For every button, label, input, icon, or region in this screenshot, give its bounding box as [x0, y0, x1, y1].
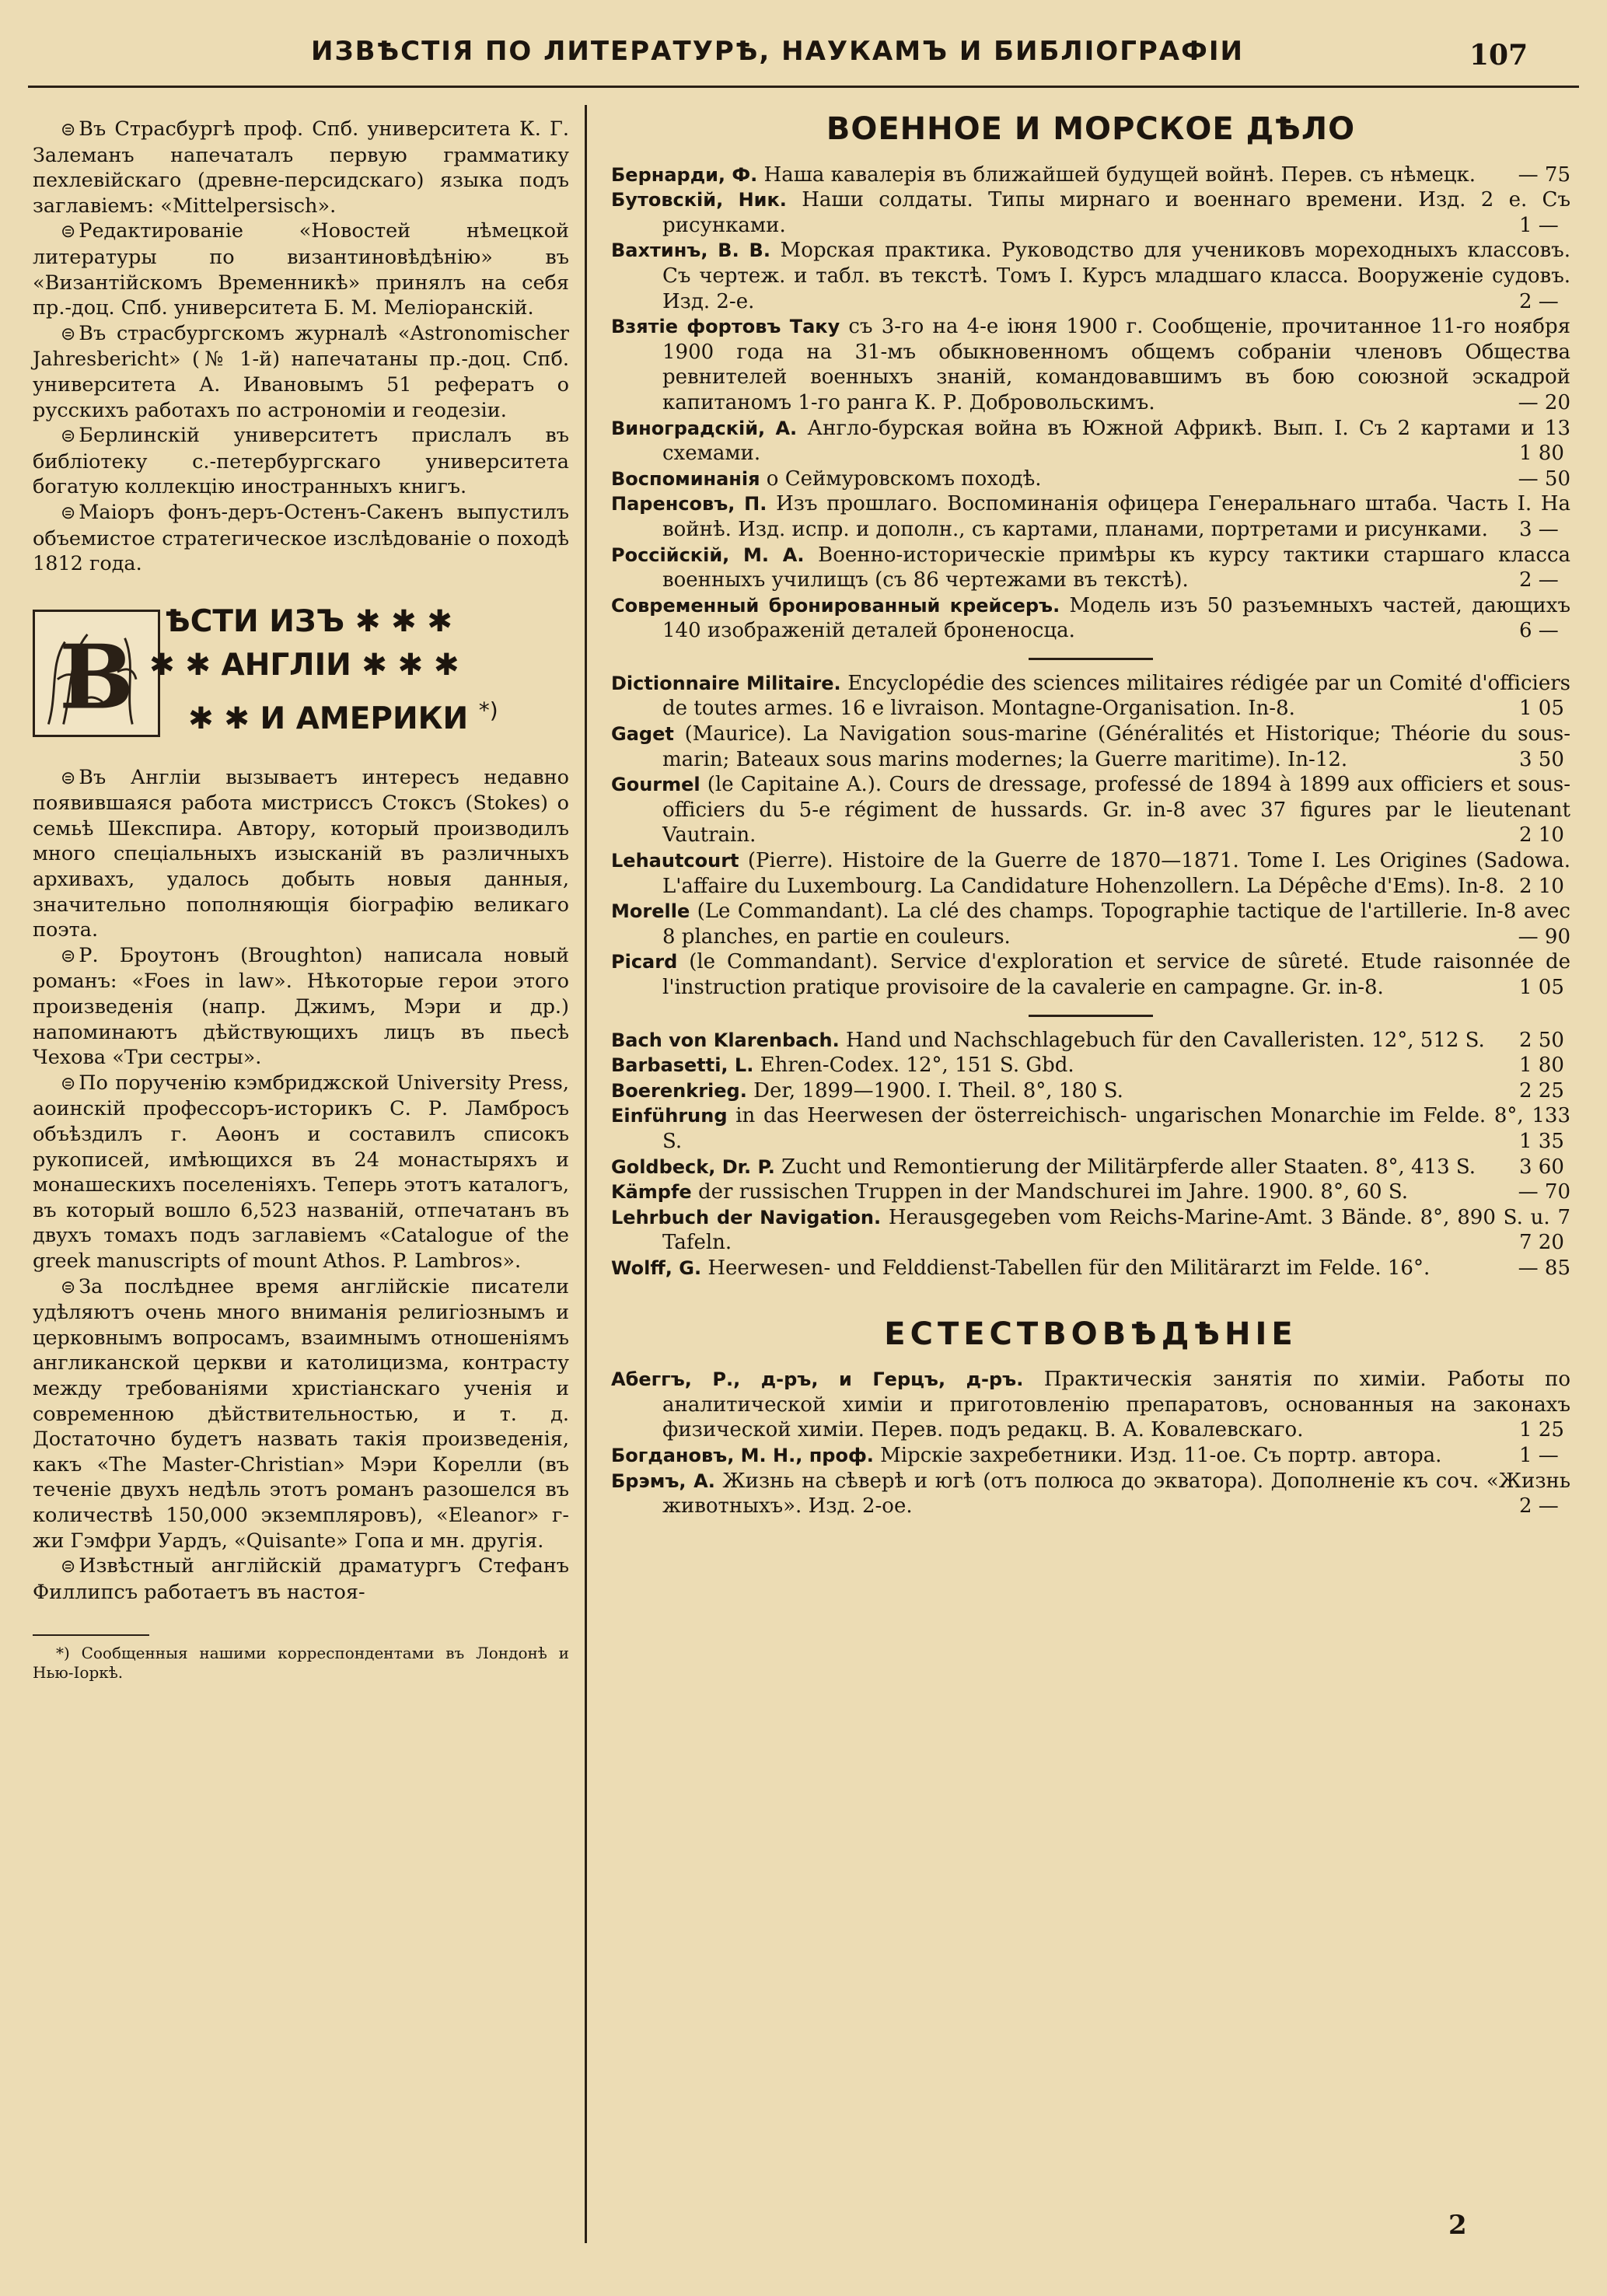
entry-description: Наши солдаты. Типы мирнаго и военнаго времени. Изд. 2 е. Съ рисунками.: [662, 188, 1570, 237]
entry-price: 1 05: [1519, 976, 1564, 999]
entry-description: (Pierre). Histoire de la Guerre de 1870—1871. Tome I. Les Origines (Sadowa. L'affaire du Luxembourg. La Candidature Hohenzollern. La Dépêche d'Ems). In-8.: [662, 849, 1570, 898]
right-column: [611, 111, 1571, 1519]
entry-price: 1 35: [1519, 1129, 1564, 1153]
entry-price: 1 25: [1519, 1418, 1564, 1442]
entry-author: Einführung: [611, 1105, 728, 1127]
entry-author: Бутовскій, Ник.: [611, 189, 787, 211]
running-title: ИЗВѢСТІЯ ПО ЛИТЕРАТУРѢ, НАУКАМЪ И БИБЛІОГРАФІИ: [311, 36, 1244, 67]
bibliography-list: [611, 671, 1570, 1001]
entry-price: — 70: [1518, 1180, 1570, 1204]
bibliography-entry: [611, 416, 1570, 467]
page-number: 107: [1469, 39, 1528, 72]
separator-rule: [1029, 1015, 1153, 1017]
news-item: ⊜ За послѣднее время англійскіе писатели удѣляютъ очень много вниманія религіознымъ и церковнымъ вопросамъ, взаимнымъ отношеніямъ англиканской церкви и католицизма, контрасту между требованіями христіанскаго ученія и современною дѣйствительностью, и т. д. Достаточно будетъ назвать такія произведенія, какъ «The Master-Christian» Мэри Корелли (въ теченіе двухъ недѣль этотъ романъ разошелся въ количествѣ 150,000 экземпляровъ), «Eleanor» г-жи Гэмфри Уардъ, «Quisante» Гопа и мн. другія.: [33, 1274, 569, 1553]
entry-author: Воспоминанія: [611, 467, 760, 490]
news-item: ⊜ Въ Страсбургѣ проф. Спб. университета К. Г. Залеманъ напечаталъ первую грамматику пехлевійскаго (древне-персидскаго) языка подъ заглавіемъ: «Mittelpersisch».: [33, 117, 569, 218]
bibliography-entry: [611, 593, 1570, 644]
entry-description: Hand und Nachschlagebuch für den Cavalleristen. 12°, 512 S.: [839, 1028, 1485, 1052]
entry-description: Англо-бурская война въ Южной Африкѣ. Вып. I. Съ 2 картами и 13 схемами.: [662, 416, 1571, 466]
bibliography-entry: [611, 163, 1570, 188]
ornamental-initial-icon: [35, 612, 158, 735]
entry-author: Picard: [611, 951, 678, 973]
abroad-news-list: [33, 765, 569, 1606]
news-item: ⊜ Въ Англіи вызываетъ интересъ недавно появившаяся работа мистриссъ Стоксъ (Stokes) о семьѣ Шекспира. Автору, который производилъ много спеціальныхъ изысканій въ различныхъ архивахъ, удалось добыть новыя данныя, значительно пополняющія біографію великаго поэта.: [33, 765, 569, 942]
bibliography-entry: [611, 1078, 1570, 1104]
entry-description: Zucht und Remontierung der Militärpferde aller Staaten. 8°, 413 S.: [774, 1155, 1476, 1179]
entry-description: (le Capitaine A.). Cours de dressage, professé de 1894 à 1899 aux officiers et sous-officiers du 5-e régiment de hussards. Gr. in-8 avec 37 figures par le lieutenant Vautrain.: [662, 773, 1570, 847]
footnote-mark: *): [478, 697, 498, 723]
bullet-icon: ⊜: [61, 222, 76, 243]
bibliography-entry: [611, 467, 1570, 492]
separator-rule: [1029, 658, 1153, 660]
entry-price: — 90: [1518, 924, 1570, 949]
entry-price: 2 10: [1519, 823, 1564, 847]
entry-description: Наша кавалерія въ ближайшей будущей войнѣ. Перев. съ нѣмецк.: [757, 163, 1476, 187]
bullet-icon: ⊜: [61, 1073, 76, 1094]
entry-author: Kämpfe: [611, 1181, 692, 1204]
svg-text:В: В: [58, 624, 134, 729]
entry-price: — 20: [1518, 390, 1570, 414]
entry-author: Gourmel: [611, 774, 700, 796]
news-list: [33, 117, 569, 577]
bibliography-entry: [611, 722, 1570, 772]
column-rule: [585, 105, 587, 2243]
news-item: ⊜ Маіоръ фонъ-деръ-Остенъ-Сакенъ выпустилъ объемистое стратегическое изслѣдованіе о походѣ 1812 года.: [33, 500, 569, 576]
entry-author: Брэмъ, А.: [611, 1470, 715, 1492]
bibliography-entry: [611, 1155, 1570, 1180]
bibliography-entry: [611, 491, 1570, 542]
signature-mark: 2: [1448, 2210, 1467, 2241]
entry-description: Жизнь на сѣверѣ и югѣ (отъ полюса до экватора). Дополненіе къ соч. «Жизнь животныхъ». Изд. 2-ое.: [662, 1469, 1571, 1518]
footnote-rule: [33, 1634, 149, 1636]
bibliography-list: [611, 163, 1570, 644]
entry-author: Виноградскій, А.: [611, 417, 798, 439]
entry-price: — 50: [1518, 467, 1570, 491]
entry-description: in das Heerwesen der österreichisch- ungarischen Monarchie im Felde. 8°, 133 S.: [662, 1104, 1570, 1153]
entry-description: Der, 1899—1900. I. Theil. 8°, 180 S.: [746, 1078, 1123, 1103]
news-item: ⊜ По порученію кэмбриджской University Press, аоинскій профессоръ-историкъ С. Р. Ламбросъ объѣздилъ г. Аѳонъ и составилъ списокъ рукописей, имѣющихся въ 24 монастыряхъ и монашескихъ поселеніяхъ. Теперь этотъ каталогъ, въ который вошло 6,523 названій, отпечатанъ въ двухъ томахъ подъ заглавіемъ «Catalogue of the greek manuscripts of mount Athos. P. Lambros».: [33, 1071, 569, 1273]
entry-description: (Le Commandant). La clé des champs. Topographie tactique de l'artillerie. In-8 avec 8 planches, en partie en couleurs.: [662, 900, 1570, 949]
bibliography-entry: [611, 1443, 1570, 1469]
entry-price: 3 —: [1519, 517, 1559, 541]
entry-price: 2 —: [1519, 568, 1559, 592]
bibliography-list: [611, 1028, 1570, 1281]
bibliography-entry: [611, 187, 1570, 238]
news-item: ⊜ Извѣстный англійскій драматургъ Стефанъ Филлипсъ работаетъ въ настоя-: [33, 1554, 569, 1604]
bullet-icon: ⊜: [61, 1277, 76, 1298]
bibliography-entry: [611, 899, 1570, 949]
entry-author: Barbasetti, L.: [611, 1054, 754, 1077]
entry-price: 2 50: [1519, 1028, 1564, 1052]
header-rule: [28, 86, 1579, 88]
entry-description: Мірскіе захребетники. Изд. 11-ое. Съ портр. автора.: [873, 1443, 1442, 1467]
bibliography-entry: [611, 1103, 1570, 1154]
entry-author: Россійскій, М. А.: [611, 543, 805, 566]
entry-description: (Maurice). La Navigation sous-marine (Généralités et Historique; Théorie du sous-marin; Bateaux sous marins modernes; la Guerre maritime). In-12.: [662, 722, 1570, 771]
entry-price: 1 —: [1519, 213, 1559, 237]
entry-author: Lehrbuch der Navigation.: [611, 1206, 882, 1228]
footnote: *) Сообщенныя нашими корреспондентами въ Лондонѣ и Нью-Іоркѣ.: [33, 1644, 569, 1683]
left-column: [33, 117, 569, 1683]
entry-price: 1 80: [1519, 442, 1564, 466]
entry-price: 2 —: [1519, 289, 1559, 313]
news-item: ⊜ Р. Броутонъ (Broughton) написала новый романъ: «Foes in law». Нѣкоторые герои этого произведенія (напр. Джимъ, Мэри и др.) напоминаютъ дѣйствующихъ лицъ въ пьесѣ Чехова «Три сестры».: [33, 943, 569, 1070]
entry-price: — 85: [1518, 1256, 1570, 1280]
bibliography-entry: [611, 671, 1570, 722]
entry-price: 1 05: [1519, 697, 1564, 721]
news-item: ⊜ Редактированіе «Новостей нѣмецкой литературы по византиновѣдѣнію» въ «Византійскомъ Временникѣ» принялъ на себя пр.-доц. Спб. университета Б. М. Меліоранскій.: [33, 219, 569, 320]
entry-description: (le Commandant). Service d'exploration et service de sûreté. Etude raisonnée de l'instruction pratique provisoire de la cavalerie en campagne. Gr. in-8.: [662, 950, 1570, 999]
bibliography-entry: [611, 238, 1570, 314]
entry-author: Современный бронированный крейсеръ.: [611, 594, 1060, 617]
bullet-icon: ⊜: [61, 502, 76, 523]
abroad-heading-line-2: ✱ ✱ АНГЛІИ ✱ ✱ ✱: [149, 647, 459, 683]
entry-price: 2 —: [1519, 1494, 1559, 1518]
entry-description: Модель изъ 50 разъемныхъ частей, дающихъ 140 изображеній деталей броненосца.: [662, 593, 1570, 643]
entry-price: 1 —: [1519, 1443, 1559, 1467]
bullet-icon: ⊜: [61, 945, 76, 966]
entry-description: Encyclopédie des sciences militaires rédigée par un Comité d'officiers de toutes armes. 16 e livraison. Montagne-Organisation. In-8.: [662, 671, 1570, 721]
entry-author: Паренсовъ, П.: [611, 493, 767, 515]
entry-description: о Сеймуровскомъ походѣ.: [760, 467, 1042, 491]
bibliography-entry: [611, 1367, 1570, 1443]
entry-author: Gaget: [611, 723, 674, 746]
bibliography-entry: [611, 1469, 1570, 1519]
entry-author: Богдановъ, М. Н., проф.: [611, 1444, 874, 1466]
news-item: ⊜ Въ страсбургскомъ журналѣ «Astronomischer Jahresbericht» (№ 1-й) напечатаны пр.-доц. Спб. университета А. Ивановымъ 51 рефератъ о русскихъ работахъ по астрономіи и геодезіи.: [33, 321, 569, 422]
entry-description: Heerwesen- und Felddienst-Tabellen für den Militärarzt im Felde. 16°.: [701, 1256, 1431, 1280]
bibliography-entry: [611, 1028, 1570, 1054]
bibliography-list: [611, 1367, 1570, 1519]
section-title-science: ЕСТЕСТВОВѢДѢНІЕ: [884, 1316, 1298, 1352]
bibliography-entry: [611, 1179, 1570, 1205]
ornamental-initial: [33, 610, 160, 737]
entry-description: съ 3-го на 4-е іюня 1900 г. Сообщеніе, прочитанное 11-го ноября 1900 года на 31-мъ обыкновенномъ общемъ собраніи членовъ Общества ревнителей военныхъ знаній, командовавшимъ въ бою союзной эскадрой капитаномъ 1-го ранга К. Р. Добровольскимъ.: [662, 315, 1571, 414]
bullet-icon: ⊜: [61, 1557, 76, 1578]
entry-description: Практическія занятія по химіи. Работы по аналитической химіи и приготовленію препаратовъ, основанныя на законахъ физической химіи. Перев. подъ редакц. В. А. Ковалевскаго.: [662, 1368, 1570, 1442]
entry-description: der russischen Truppen in der Mandschurei im Jahre. 1900. 8°, 60 S.: [691, 1180, 1408, 1204]
entry-author: Lehautcourt: [611, 850, 739, 872]
entry-author: Morelle: [611, 900, 690, 923]
entry-author: Вахтинъ, В. В.: [611, 239, 770, 262]
entry-price: — 75: [1518, 163, 1570, 187]
entry-author: Бернарди, Ф.: [611, 163, 758, 186]
entry-author: Абеггъ, Р., д-ръ, и Герцъ, д-ръ.: [611, 1368, 1024, 1391]
entry-description: Военно-историческіе примѣры къ курсу тактики старшаго класса военныхъ училищъ (съ 86 чертежами въ текстѣ).: [662, 543, 1570, 592]
bullet-icon: ⊜: [61, 120, 76, 140]
entry-price: 1 80: [1519, 1054, 1564, 1078]
abroad-heading-line-1: ѢСТИ ИЗЪ ✱ ✱ ✱: [165, 603, 452, 639]
entry-author: Bach von Klarenbach.: [611, 1029, 840, 1051]
entry-author: Взятіе фортовъ Таку: [611, 316, 840, 338]
entry-description: Морская практика. Руководство для учениковъ мореходныхъ классовъ. Съ чертеж. и табл. въ текстѣ. Томъ I. Курсъ младшаго класса. Вооруженіе судовъ. Изд. 2-е.: [662, 239, 1570, 313]
entry-price: 6 —: [1519, 619, 1559, 643]
entry-price: 3 50: [1519, 747, 1564, 771]
entry-description: Ehren-Codex. 12°, 151 S. Gbd.: [753, 1054, 1074, 1078]
section-title-military: ВОЕННОЕ И МОРСКОЕ ДѢЛО: [826, 111, 1356, 147]
bullet-icon: ⊜: [61, 323, 76, 344]
entry-description: Herausgegeben vom Reichs-Marine-Amt. 3 Bände. 8°, 890 S. u. 7 Tafeln.: [662, 1205, 1570, 1255]
abroad-heading: [33, 603, 569, 751]
bullet-icon: ⊜: [61, 767, 76, 788]
abroad-heading-line-3: ✱ ✱ И АМЕРИКИ *): [188, 697, 498, 736]
news-item: ⊜ Берлинскій университетъ прислалъ въ библіотеку с.-петербургскаго университета богатую коллекцію иностранныхъ книгъ.: [33, 424, 569, 499]
bibliography-entry: [611, 848, 1570, 899]
bibliography-entry: [611, 543, 1570, 593]
entry-price: 2 10: [1519, 874, 1564, 898]
bullet-icon: ⊜: [61, 426, 76, 447]
bibliography-entry: [611, 1256, 1570, 1281]
entry-author: Dictionnaire Militaire.: [611, 672, 841, 694]
entry-price: 3 60: [1519, 1155, 1564, 1179]
entry-author: Goldbeck, Dr. P.: [611, 1155, 775, 1178]
entry-description: Изъ прошлаго. Воспоминанія офицера Генеральнаго штаба. Часть I. На войнѣ. Изд. испр. и дополн., съ картами, планами, портретами и рисунками.: [662, 492, 1571, 541]
bibliography-entry: [611, 949, 1570, 1000]
bibliography-entry: [611, 314, 1570, 415]
entry-price: 2 25: [1519, 1078, 1564, 1103]
bibliography-entry: [611, 1205, 1570, 1256]
entry-author: Wolff, G.: [611, 1256, 702, 1279]
bibliography-entry: [611, 772, 1570, 848]
entry-price: 7 20: [1519, 1231, 1564, 1255]
bibliography-entry: [611, 1053, 1570, 1078]
entry-author: Boerenkrieg.: [611, 1079, 747, 1102]
